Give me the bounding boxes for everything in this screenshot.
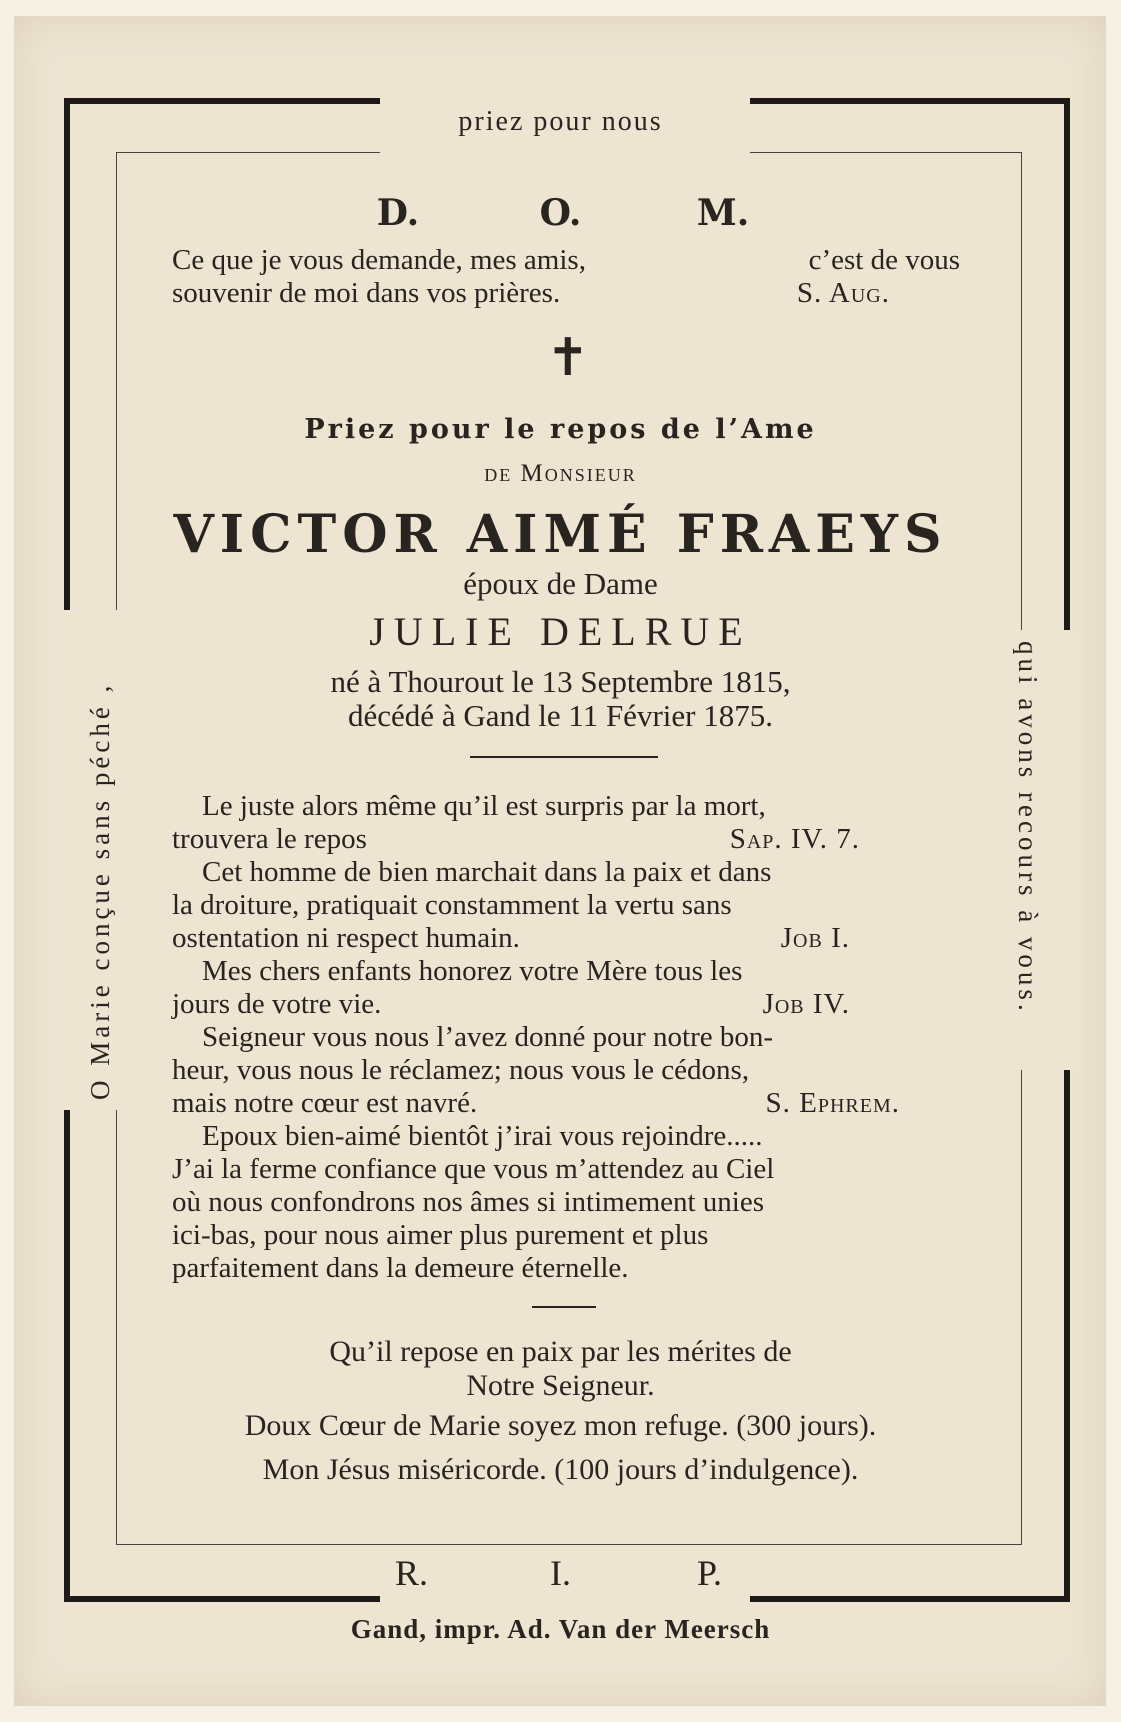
- quote-source: S. Aug.: [796, 277, 890, 309]
- rip-r: R.: [394, 1553, 428, 1593]
- verse-5-line1: Epoux bien-aimé bientôt j’irai vous rejoindre.....: [202, 1120, 763, 1152]
- verse-2-source: Job I.: [780, 922, 850, 954]
- verse-5-line3: où nous confondrons nos âmes si intimement unies: [172, 1186, 765, 1218]
- indulgence-prayer-1: Doux Cœur de Marie soyez mon refuge. (300 jours).: [244, 1409, 877, 1442]
- verse-4-source: S. Ephrem.: [765, 1087, 900, 1119]
- verse-2-line1: Cet homme de bien marchait dans la paix et dans: [202, 856, 772, 888]
- dom-heading: [0, 192, 1121, 234]
- death-line: décédé à Gand le 11 Février 1875.: [348, 698, 773, 733]
- verse-1-line1: Le juste alors même qu’il est surpris par la mort,: [202, 790, 766, 822]
- left-motto: O Marie conçue sans péché ,: [85, 681, 115, 1100]
- right-motto: qui avons recours à vous.: [1013, 641, 1043, 1015]
- verse-5-line2: J’ai la ferme confiance que vous m’attendez au Ciel: [172, 1153, 775, 1185]
- divider-bottom: [532, 1306, 596, 1308]
- verse-5-line4: ici-bas, pour nous aimer plus purement et plus: [172, 1219, 709, 1251]
- cross-icon: ✝: [546, 328, 590, 388]
- verse-4-line3: mais notre cœur est navré.: [172, 1087, 478, 1119]
- divider-top: [470, 756, 658, 758]
- title-line: de Monsieur: [484, 460, 637, 487]
- quote-line1-right: c’est de vous: [808, 244, 960, 276]
- verse-5-line5: parfaitement dans la demeure éternelle.: [172, 1252, 629, 1284]
- verse-4-line2: heur, vous nous le réclamez; nous vous le cédons,: [172, 1054, 750, 1086]
- verse-3-source: Job IV.: [762, 988, 850, 1020]
- closing-line1: Qu’il repose en paix par les mérites de: [329, 1335, 792, 1368]
- verse-2-line2: la droiture, pratiquait constamment la vertu sans: [172, 889, 732, 921]
- closing-blessing: [0, 1335, 1121, 1403]
- printer-imprint: Gand, impr. Ad. Van der Meersch: [350, 1614, 771, 1644]
- dom-o: O.: [539, 192, 582, 234]
- dom-d: D.: [376, 192, 420, 234]
- spouse-intro: époux de Dame: [463, 566, 658, 601]
- verse-1-source: Sap. IV. 7.: [729, 823, 860, 855]
- verse-1-line2: trouvera le repos: [172, 823, 367, 855]
- verses-block: [172, 790, 960, 1285]
- verse-3-line1: Mes chers enfants honorez votre Mère tous les: [202, 955, 743, 987]
- indulgence-prayer-2: Mon Jésus miséricorde. (100 jours d’indulgence).: [262, 1453, 859, 1486]
- verse-3-line2: jours de votre vie.: [172, 988, 382, 1020]
- verse-4-line1: Seigneur vous nous l’avez donné pour notre bon-: [202, 1021, 774, 1053]
- quote-line1-left: Ce que je vous demande, mes amis,: [172, 244, 586, 276]
- closing-line2: Notre Seigneur.: [466, 1369, 655, 1402]
- verse-2-line3: ostentation ni respect humain.: [172, 922, 520, 954]
- dom-m: M.: [696, 192, 750, 234]
- quote-line2-left: souvenir de moi dans vos prières.: [172, 277, 561, 309]
- rip-line: [0, 1552, 1121, 1594]
- rip-i: I.: [550, 1553, 571, 1593]
- rip-p: P.: [696, 1553, 723, 1593]
- pray-for-heading: Priez pour le repos de l’Ame: [304, 414, 817, 445]
- spouse-name: JULIE DELRUE: [369, 609, 752, 654]
- birth-line: né à Thourout le 13 Septembre 1815,: [330, 664, 791, 699]
- deceased-name: VICTOR AIMÉ FRAEYS: [173, 504, 948, 565]
- augustine-quote: [172, 244, 960, 310]
- top-motto: priez pour nous: [458, 106, 663, 137]
